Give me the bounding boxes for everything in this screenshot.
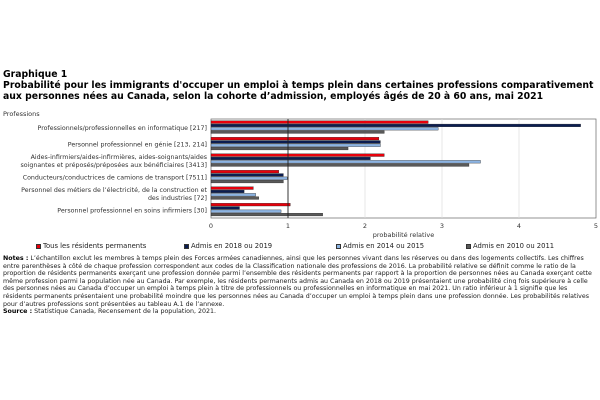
bar bbox=[211, 154, 384, 157]
bar bbox=[211, 174, 283, 177]
bar bbox=[211, 203, 290, 206]
bar bbox=[211, 137, 379, 140]
category-label: Professionnels/professionnelles en informatique [217] bbox=[37, 124, 207, 132]
category-label: Conducteurs/conductrices de camions de transport [7511] bbox=[22, 174, 207, 182]
bar bbox=[211, 193, 256, 196]
bar bbox=[211, 180, 283, 183]
bar bbox=[211, 213, 323, 216]
bar bbox=[211, 141, 380, 144]
bar bbox=[211, 121, 428, 124]
bar bbox=[211, 127, 438, 130]
category-label: soignantes et préposés/préposées aux bénéficiaires [3413] bbox=[20, 161, 207, 169]
chart-heading: Probabilité pour les immigrants d'occuper un emploi à temps plein dans certaines professions comparativement aux personnes nées au Canada, selon la cohorte d’admission, employés âgés de 20 à 60 ans, mai 2021 bbox=[3, 80, 594, 102]
category-label: des industries [72] bbox=[147, 194, 207, 202]
bar bbox=[211, 164, 469, 167]
bar bbox=[211, 210, 281, 213]
category-label: Personnel professionnel en soins infirmiers [30] bbox=[57, 207, 207, 215]
y-axis-label: Professions bbox=[3, 110, 40, 118]
notes-label: Notes : bbox=[3, 255, 29, 262]
x-tick-label: 0 bbox=[208, 222, 214, 230]
legend-label: Tous les résidents permanents bbox=[43, 242, 147, 250]
legend-label: Admis en 2014 ou 2015 bbox=[343, 242, 425, 250]
bar bbox=[211, 124, 581, 127]
notes-text: L’échantillon exclut les membres à temps plein des Forces armées canadiennes, ainsi que les personnes vivant dans les réserves ou dans des logements collectifs. Les chiffres entre parenthèses à côté de chaque profession correspondent aux codes de la Classification nationale des professions de 2016. La probabilité relative se définit comme le ratio de la proportion de résidents permanents exerçant une profession donnée parmi l’ensemble des résidents permanents par rapport à la proportion de personnes nées au Canada exerçant cette même profession parmi la population née au Canada. Par exemple, les résidents permanents admis au Canada en 2018 ou 2019 présentaient une probabilité cinq fois supérieure à celle des personnes nées au Canada d’occuper un emploi à temps plein à titre de professionnels ou professionnelles en informatique en mai 2021. Un ratio inférieur à 1 signifie que les résidents permanents présentaient une probabilité moindre que les personnes nées au Canada d’occuper un emploi à temps plein dans une profession donnée. Les probabilités relatives pour d’autres professions sont présentées au tableau A.1 de l’annexe. bbox=[3, 255, 592, 308]
legend-label: Admis en 2018 ou 2019 bbox=[191, 242, 273, 250]
x-tick-label: 4 bbox=[516, 222, 522, 230]
notes bbox=[3, 255, 597, 316]
bar bbox=[211, 170, 279, 173]
legend-item bbox=[184, 242, 272, 250]
category-label: Personnel professionnel en génie [213, 214] bbox=[67, 141, 207, 149]
x-axis-label: probabilité relative bbox=[372, 231, 435, 239]
legend-swatch bbox=[466, 244, 471, 249]
x-tick-label: 5 bbox=[593, 222, 599, 230]
bar bbox=[211, 157, 370, 160]
bar bbox=[211, 207, 239, 210]
legend-swatch bbox=[36, 244, 41, 249]
bar bbox=[211, 197, 259, 200]
bar bbox=[211, 147, 348, 150]
source-text: Statistique Canada, Recensement de la population, 2021. bbox=[32, 308, 216, 316]
source-label: Source : bbox=[3, 308, 33, 316]
legend-item bbox=[336, 242, 424, 250]
category-label: Aides-infirmiers/aides-infirmières, aides-soignants/aides bbox=[30, 153, 207, 161]
x-tick-label: 1 bbox=[285, 222, 291, 230]
x-tick-label: 2 bbox=[362, 222, 368, 230]
legend-item bbox=[466, 242, 554, 250]
x-tick-label: 3 bbox=[439, 222, 445, 230]
bar bbox=[211, 144, 380, 147]
bar bbox=[211, 190, 244, 193]
legend-item bbox=[36, 242, 146, 250]
legend-swatch bbox=[184, 244, 189, 249]
bar bbox=[211, 177, 287, 180]
legend-label: Admis en 2010 ou 2011 bbox=[473, 242, 555, 250]
category-label: Personnel des métiers de l’électricité, de la construction et bbox=[21, 186, 207, 194]
bar bbox=[211, 160, 481, 163]
legend-swatch bbox=[336, 244, 341, 249]
bar bbox=[211, 131, 384, 134]
bar bbox=[211, 187, 253, 190]
chart-number: Graphique 1 bbox=[3, 69, 68, 80]
